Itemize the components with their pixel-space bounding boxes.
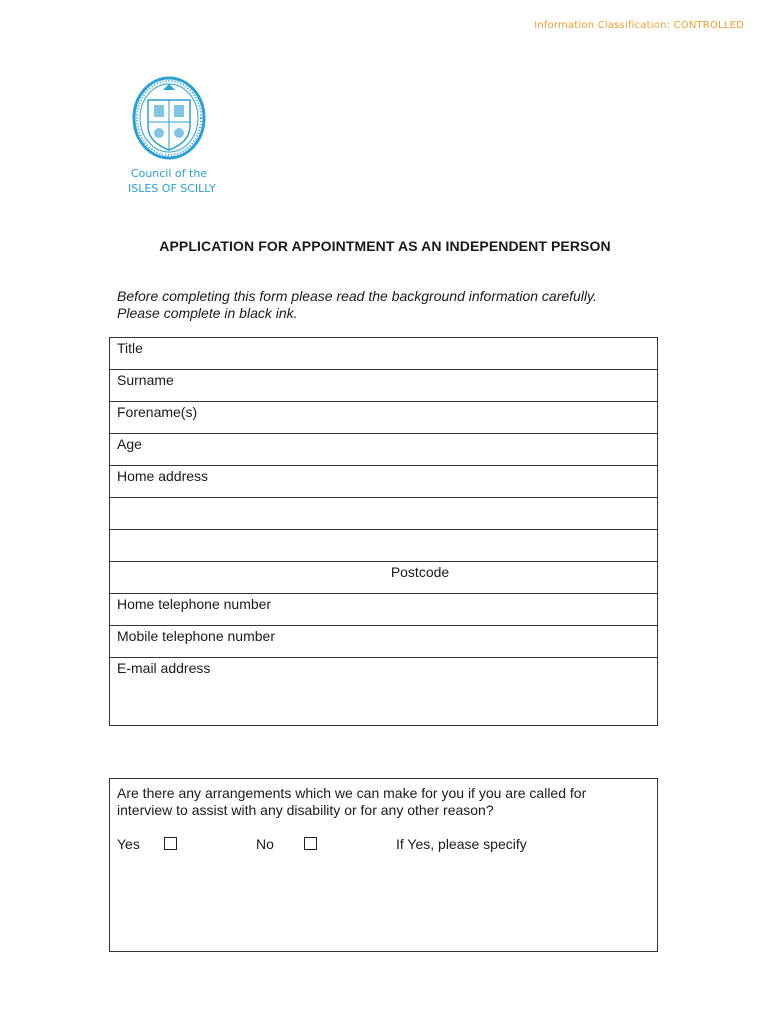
home-address-label: Home address (117, 468, 209, 484)
logo-line-2: ISLES OF SCILLY (128, 182, 216, 195)
arrangements-section (109, 778, 658, 952)
age-label: Age (117, 436, 142, 452)
intro-text (117, 288, 677, 322)
postcode-field[interactable] (110, 562, 658, 594)
council-seal-icon (132, 76, 206, 160)
form-title: APPLICATION FOR APPOINTMENT AS AN INDEPENDENT PERSON (159, 238, 611, 254)
classification-label: Information Classification: CONTROLLED (534, 20, 744, 31)
mobile-phone-field[interactable] (110, 626, 658, 658)
forenames-label: Forename(s) (117, 404, 198, 420)
title-label: Title (117, 340, 143, 356)
yes-no-row (117, 836, 650, 856)
surname-label: Surname (117, 372, 174, 388)
specify-answer-area[interactable] (117, 856, 650, 936)
yes-label: Yes (117, 836, 140, 852)
email-field[interactable] (110, 658, 658, 726)
no-checkbox[interactable] (304, 837, 317, 850)
title-field[interactable] (110, 338, 658, 370)
home-address-field[interactable] (110, 466, 658, 498)
age-field[interactable] (110, 434, 658, 466)
yes-checkbox[interactable] (164, 837, 177, 850)
question-line-2: interview to assist with any disability or for any other reason? (117, 802, 494, 818)
home-address-line-3[interactable] (110, 530, 658, 562)
intro-line-1: Before completing this form please read the background information carefully. (117, 288, 597, 304)
home-phone-label: Home telephone number (117, 596, 272, 612)
intro-line-2: Please complete in black ink. (117, 305, 298, 321)
arrangements-question (117, 785, 650, 819)
home-address-line-2[interactable] (110, 498, 658, 530)
specify-label: If Yes, please specify (396, 836, 527, 852)
forenames-field[interactable] (110, 402, 658, 434)
postcode-label: Postcode (390, 564, 450, 580)
personal-details-table (109, 337, 658, 726)
logo-line-1: Council of the (130, 167, 208, 180)
no-label: No (256, 836, 274, 852)
question-line-1: Are there any arrangements which we can make for you if you are called for (117, 785, 587, 801)
home-phone-field[interactable] (110, 594, 658, 626)
surname-field[interactable] (110, 370, 658, 402)
email-label: E-mail address (117, 660, 211, 676)
council-logo (128, 76, 216, 196)
mobile-phone-label: Mobile telephone number (117, 628, 275, 644)
